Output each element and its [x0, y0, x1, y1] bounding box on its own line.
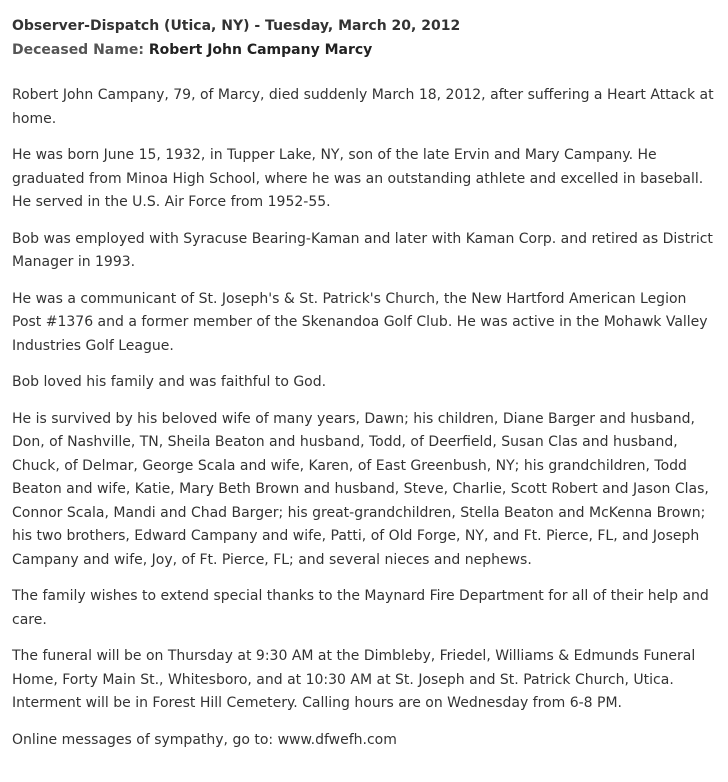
paragraph-career: Bob was employed with Syracuse Bearing-Kaman and later with Kaman Corp. and retired as District Manager in 1993. [12, 230, 713, 270]
paragraph-thanks: The family wishes to extend special thanks to the Maynard Fire Department for all of their help and care. [12, 588, 709, 628]
deceased-name-line [12, 38, 718, 62]
publication-source: Observer-Dispatch (Utica, NY) - Tuesday, March 20, 2012 [12, 18, 461, 34]
paragraph-online-messages: Online messages of sympathy, go to: www.dfwefh.com [12, 731, 397, 748]
paragraph-early-life: He was born June 15, 1932, in Tupper Lake, NY, son of the late Ervin and Mary Campany. He graduated from Minoa High School, where he was an outstanding athlete and excelled in baseball. He served in the U.S. Air Force from 1952-55. [12, 147, 704, 210]
paragraph-faith: Bob loved his family and was faithful to God. [12, 374, 327, 390]
obituary-page [12, 14, 718, 765]
paragraph-funeral: The funeral will be on Thursday at 9:30 AM at the Dimbleby, Friedel, Williams & Edmunds Funeral Home, Forty Main St., Whitesboro, and at 10:30 AM at St. Joseph and St. Patrick Church, Utica. Interment will be in Forest Hill Cemetery. Calling hours are on Wednesday from 6-8 PM. [12, 648, 696, 711]
paragraph-death-notice: Robert John Campany, 79, of Marcy, died suddenly March 18, 2012, after suffering a Heart Attack at home. [12, 87, 714, 127]
publication-line [12, 14, 718, 38]
paragraph-survivors: He is survived by his beloved wife of many years, Dawn; his children, Diane Barger and husband, Don, of Nashville, TN, Sheila Beaton and husband, Todd, of Deerfield, Susan Clas and husband, Chuck, of Delmar, George Scala and wife, Karen, of East Greenbush, NY; his grandchildren, Todd Beaton and wife, Katie, Mary Beth Brown and husband, Steve, Charlie, Scott Robert and Jason Clas, Connor Scala, Mandi and Chad Barger; his great-grandchildren, Stella Beaton and McKenna Brown; his two brothers, Edward Campany and wife, Patti, of Old Forge, NY, and Ft. Pierce, FL, and Joseph Campany and wife, Joy, of Ft. Pierce, FL; and several nieces and nephews. [12, 410, 709, 568]
obituary-body [12, 84, 718, 752]
deceased-name: Robert John Campany Marcy [148, 42, 373, 58]
deceased-name-label: Deceased Name: [12, 42, 144, 58]
paragraph-community: He was a communicant of St. Joseph's & St. Patrick's Church, the New Hartford American Legion Post #1376 and a former member of the Skenandoa Golf Club. He was active in the Mohawk Valley Industries Golf League. [12, 290, 708, 354]
